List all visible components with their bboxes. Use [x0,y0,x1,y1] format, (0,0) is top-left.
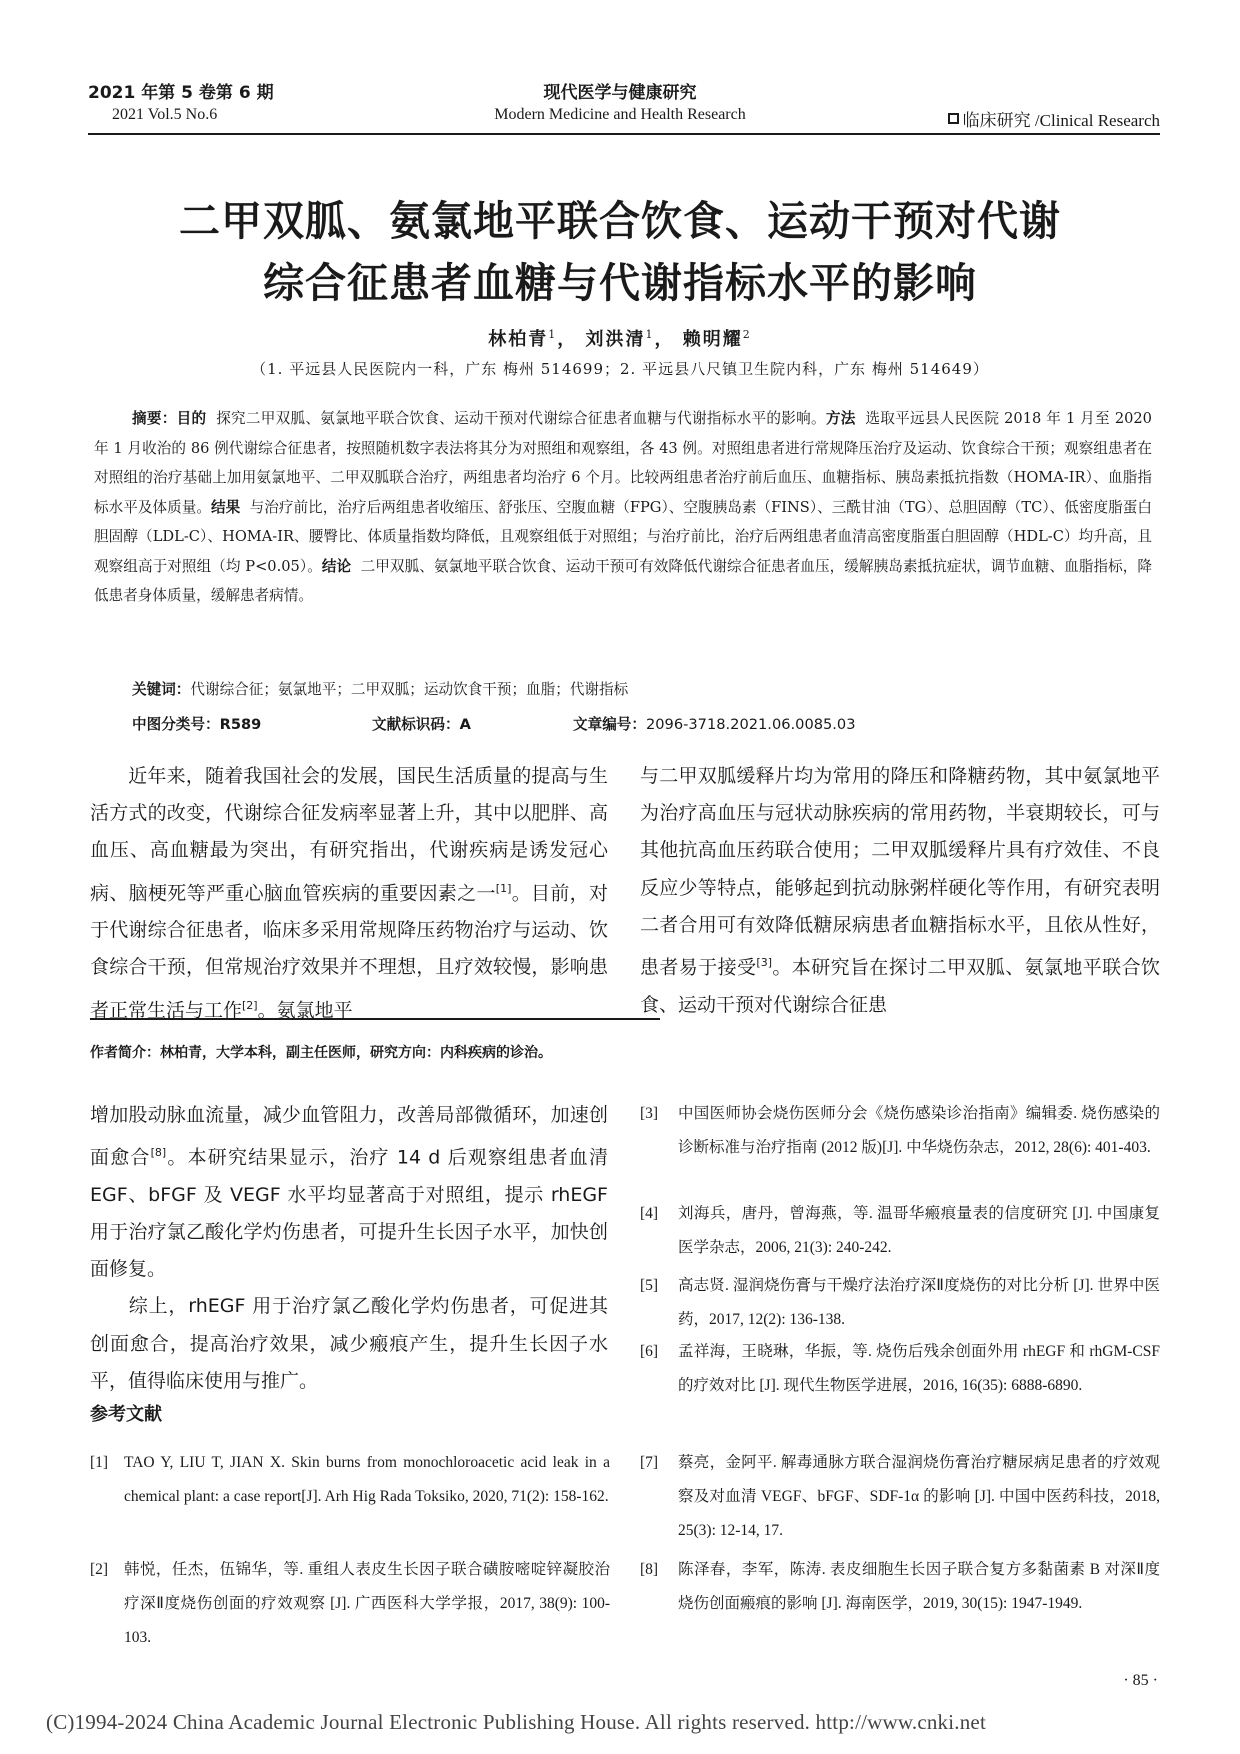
clc-code [132,713,261,734]
citation-1: [1] [495,881,512,895]
results-label: 结果 [211,498,241,516]
square-icon [948,113,959,124]
article-title [0,190,1240,314]
reference-number: [5] [640,1277,659,1294]
reference-item [640,1097,1160,1165]
intro-text-a: 近年来，随着我国社会的发展，国民生活质量的提高与生活方式的改变，代谢综合征发病率显著上升，其中以肥胖、高血压、高血糖最为突出，有研究指出，代谢疾病是诱发冠心病、脑梗死等严重心脑血管疾病的重要因素之一 [90,765,608,904]
reference-number: [7] [640,1454,659,1471]
journal-name-cn: 现代医学与健康研究 [543,83,697,103]
article-label: 文章编号： [573,716,646,733]
keywords [132,678,1152,699]
citation-8: [8] [150,1146,167,1160]
section-label [948,106,1160,131]
reference-text: 孟祥海，王晓琳，华振，等. 烧伤后残余创面外用 rhEGF 和 rhGM-CSF 的疗效对比 [J]. 现代生物医学进展，2016, 16(35): 6888-6890. [678,1343,1160,1394]
reference-item [640,1446,1160,1548]
doc-value: A [459,716,471,733]
author-name: 赖明耀 [682,329,743,350]
discussion-text-a: 增加股动脉血流量，减少血管阻力，改善局部微循环，加速创面愈合 [90,1104,608,1169]
reference-number: [3] [640,1105,659,1122]
reference-number: [4] [640,1205,659,1222]
page-number: · 85 · [1123,1672,1158,1689]
intro-text-d: 与二甲双胍缓释片均为常用的降压和降糖药物，其中氨氯地平为治疗高血压与冠状动脉疾病的常用药物，半衰期较长，可与其他抗高血压药联合使用；二甲双胍缓释片具有疗效佳、不良反应少等特点，能够起到抗动脉粥样硬化等作用，有研究表明二者合用可有效降低糖尿病患者血糖指标水平，且依从性好，患者易于接受 [640,765,1160,979]
reference-item [640,1269,1160,1337]
reference-item [90,1553,610,1655]
reference-number: [1] [90,1454,109,1471]
reference-item [640,1197,1160,1265]
clc-label: 中图分类号： [132,716,220,733]
reference-number: [8] [640,1561,659,1578]
conclusion-paragraph: 综上，rhEGF 用于治疗氯乙酸化学灼伤患者，可促进其创面愈合，提高治疗效果，减少瘢痕产生，提升生长因子水平，值得临床使用与推广。 [90,1295,608,1392]
body-left-bottom [90,1097,608,1400]
intro-text-e: 。本研究旨在探讨二甲双胍、氨氯地平联合饮食、运动干预对代谢综合征患 [640,956,1160,1016]
paragraph [90,1288,608,1400]
intro-text-c: 。氨氯地平 [257,998,353,1021]
affiliations: （1. 平远县人民医院内一科，广东 梅州 514699；2. 平远县八尺镇卫生院内科，广东 梅州 514649） [251,360,989,378]
keywords-text: 代谢综合征；氨氯地平；二甲双胍；运动饮食干预；血脂；代谢指标 [190,681,629,698]
paragraph [90,1097,608,1288]
author-name: 刘洪清 [585,329,646,350]
reference-text: 陈泽春，李军，陈涛. 表皮细胞生长因子联合复方多黏菌素 B 对深Ⅱ度烧伤创面瘢痕的影响 [J]. 海南医学，2019, 30(15): 1947-1949. [678,1561,1160,1612]
objective-text: 探究二甲双胍、氨氯地平联合饮食、运动干预对代谢综合征患者血糖与代谢指标水平的影响。 [216,410,826,427]
doc-label: 文献标识码： [372,716,460,733]
reference-item [640,1553,1160,1621]
author-name: 林柏青 [488,329,549,350]
author-list: 林柏青$^1$， 刘洪清$^1$， 赖明耀$^2$ [488,328,752,350]
section-text: 临床研究 /Clinical Research [962,111,1160,130]
reference-item [90,1446,610,1514]
copyright-footer: (C)1994-2024 China Academic Journal Electronic Publishing House. All rights reserved. http://www.cnki.net [46,1710,986,1734]
reference-text: TAO Y, LIU T, JIAN X. Skin burns from monochloroacetic acid leak in a chemical plant: a case report[J]. Arh Hig Rada Toksiko, 2020, 71(2): 158-162. [124,1454,610,1505]
doc-code [372,713,471,734]
citation-3: [3] [756,956,772,970]
reference-text: 蔡亮，金阿平. 解毒通脉方联合湿润烧伤膏治疗糖尿病足患者的疗效观察及对血清 VEGF、bFGF、SDF-1α 的影响 [J]. 中国中医药科技，2018, 25(3): 12-14, 17. [678,1454,1160,1539]
title-line-1: 二甲双胍、氨氯地平联合饮食、运动干预对代谢 [179,197,1061,245]
article-code [573,713,856,734]
footnote-rule [90,1018,660,1020]
abstract-label: 摘要： [132,410,177,427]
reference-text: 刘海兵，唐丹，曾海燕，等. 温哥华瘢痕量表的信度研究 [J]. 中国康复医学杂志，2006, 21(3): 240-242. [678,1205,1160,1256]
article-value: 2096-3718.2021.06.0085.03 [645,716,856,733]
reference-text: 韩悦，任杰，伍锦华，等. 重组人表皮生长因子联合磺胺嘧啶锌凝胶治疗深Ⅱ度烧伤创面的疗效观察 [J]. 广西医科大学学报，2017, 38(9): 100-103. [124,1561,610,1646]
reference-item [640,1335,1160,1403]
clc-value: R589 [219,716,262,733]
reference-number: [6] [640,1343,659,1360]
intro-text-b: 。目前，对于代谢综合征患者，临床多采用常规降压药物治疗与运动、饮食综合干预，但常规治疗效果并不理想，且疗效较慢，影响患者正常生活与工作 [90,881,608,1021]
results-text: 与治疗前比，治疗后两组患者收缩压、舒张压、空腹血糖（FPG）、空腹胰岛素（FINS）、三酰甘油（TG）、总胆固醇（TC）、低密度脂蛋白胆固醇（LDL-C）、HOMA-IR、腰臀比、体质量指数均降低，且观察组低于对照组；与治疗前比，治疗后两组患者血清高密度脂蛋白胆固醇（HDL-C）均升高，且观察组高于对照组（均 P<0.05）。 [94,498,1152,575]
references-title: 参考文献 [90,1404,162,1425]
reference-text: 中国医师协会烧伤医师分会《烧伤感染诊治指南》编辑委. 烧伤感染的诊断标准与治疗指南 (2012 版)[J]. 中华烧伤杂志，2012, 28(6): 401-403. [678,1105,1160,1156]
journal-name-en: Modern Medicine and Health Research [494,106,746,123]
citation-2: [2] [242,998,258,1012]
author-affil-mark: 2 [742,328,752,341]
methods-text: 选取平远县人民医院 2018 年 1 月至 2020 年 1 月收治的 86 例代谢综合征患者，按照随机数字表法将其分为对照组和观察组，各 43 例。对照组患者进行常规降压治疗及运动、饮食综合干预；观察组患者在对照组的治疗基础上加用氨氯地平、二甲双胍联合治疗，两组患者均治疗 6 个月。比较两组患者治疗前后血压、血糖指标、胰岛素抵抗指数（HOMA-IR）、血脂指标水平及体质量。 [94,410,1152,516]
body-left-top [90,758,608,1029]
title-line-2: 综合征患者血糖与代谢指标水平的影响 [263,259,977,307]
issue-cn: 2021 年第 5 卷第 6 期 [88,83,274,103]
issue-en: 2021 Vol.5 No.6 [112,106,218,123]
reference-number: [2] [90,1561,109,1578]
objective-label: 目的 [176,410,207,427]
methods-label: 方法 [825,410,856,427]
author-affil-mark: 1 [645,328,655,341]
conclusion-text: 二甲双胍、氨氯地平联合饮食、运动干预可有效降低代谢综合征患者血压，缓解胰岛素抵抗症状，调节血糖、血脂指标，降低患者身体质量，缓解患者病情。 [94,557,1152,604]
body-right-top [640,758,1160,1024]
conclusion-label: 结论 [321,557,352,575]
author-footnote: 作者简介：林柏青，大学本科，副主任医师，研究方向：内科疾病的诊治。 [90,1045,552,1061]
abstract [94,404,1152,611]
author-affil-mark: 1 [548,328,558,341]
header-rule [88,133,1160,135]
keywords-label: 关键词： [132,681,191,698]
reference-text: 高志贤. 湿润烧伤膏与干燥疗法治疗深Ⅱ度烧伤的对比分析 [J]. 世界中医药，2017, 12(2): 136-138. [678,1277,1160,1328]
discussion-text-b: 。本研究结果显示，治疗 14 d 后观察组患者血清 EGF、bFGF 及 VEGF 水平均显著高于对照组，提示 rhEGF 用于治疗氯乙酸化学灼伤患者，可提升生长因子水平，加快创面修复。 [90,1146,608,1281]
